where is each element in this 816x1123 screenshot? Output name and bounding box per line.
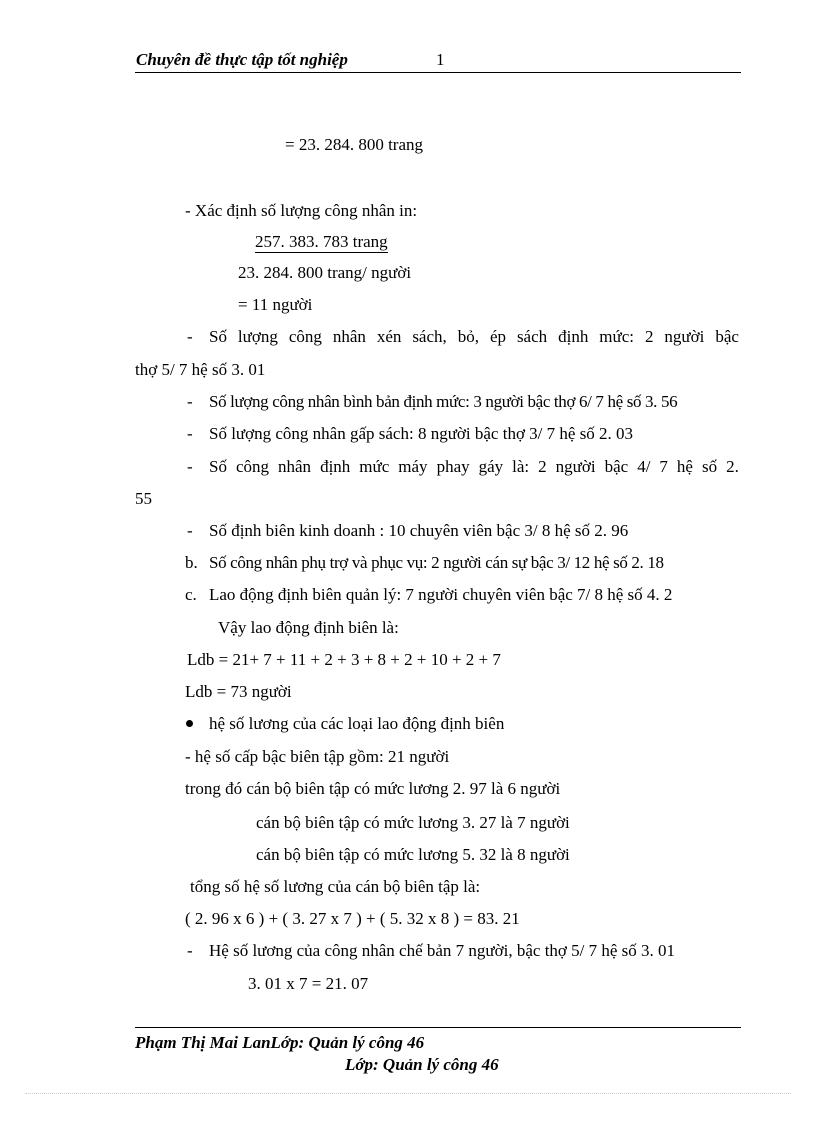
word: bỏ, (457, 327, 479, 346)
word: là: (512, 457, 530, 476)
spine-workers-line (209, 457, 739, 477)
fold-workers-line: Số lượng công nhân gấp sách: 8 người bậc thợ 3/ 7 hệ số 2. 03 (209, 424, 634, 443)
business-staff-line: Số định biên kinh doanh : 10 chuyên viên bậc 3/ 8 hệ số 2. 96 (209, 521, 629, 540)
dash-marker: - (187, 392, 193, 411)
word: nhân (332, 327, 366, 346)
spine-workers-continuation: 55 (135, 489, 152, 508)
fraction-denominator: 23. 284. 800 trang/ người (238, 263, 412, 282)
word: 4/ (637, 457, 651, 476)
page-header (135, 50, 741, 73)
word: mức (359, 457, 390, 476)
word: 2. (726, 457, 739, 476)
bullet-icon (186, 720, 193, 727)
dash-marker: - (187, 941, 193, 960)
footer-divider (135, 1027, 741, 1028)
fraction-numerator-text: 257. 383. 783 trang (255, 232, 388, 251)
editor-total-formula: ( 2. 96 x 6 ) + ( 3. 27 x 7 ) + ( 5. 32 x 8 ) = 83. 21 (185, 909, 520, 928)
word: sách (516, 327, 548, 346)
word: số (701, 457, 718, 476)
editor-count-line: - hệ số cấp bậc biên tập gồm: 21 người (185, 747, 450, 766)
footer-class: Lớp: Quản lý công 46 (345, 1055, 499, 1074)
word: hệ (676, 457, 693, 476)
word: công (235, 457, 270, 476)
binding-workers-continuation: thợ 5/ 7 hệ số 3. 01 (135, 360, 266, 379)
page-number: 1 (436, 50, 445, 69)
plate-salary-calc: 3. 01 x 7 = 21. 07 (248, 974, 369, 993)
word: sách, (412, 327, 447, 346)
word: người (664, 327, 705, 346)
word: người (555, 457, 596, 476)
summary-intro: Vậy lao động định biên là: (218, 618, 399, 637)
workers-heading: - Xác định số lượng công nhân in: (185, 201, 418, 220)
word: 7 (659, 457, 668, 476)
word: phay (436, 457, 470, 476)
word: định (320, 457, 351, 476)
ldb-formula: Ldb = 21+ 7 + 11 + 2 + 3 + 8 + 2 + 10 + 2 + 7 (187, 650, 501, 669)
word: bậc (715, 327, 739, 346)
word: 2 (644, 327, 654, 346)
ldb-result: Ldb = 73 người (185, 682, 292, 701)
footer-author: Phạm Thị Mai LanLớp: Quản lý công 46 (135, 1033, 425, 1052)
plate-salary-line: Hệ số lương của công nhân chế bản 7 người, bậc thợ 5/ 7 hệ số 3. 01 (209, 941, 676, 960)
dash-marker: - (187, 327, 193, 346)
word: ép (489, 327, 506, 346)
management-staff-line: Lao động định biên quản lý: 7 người chuyên viên bậc 7/ 8 hệ số 4. 2 (209, 585, 673, 604)
total-pages-line: = 23. 284. 800 trang (285, 135, 424, 154)
editor-total-intro: tổng số hệ số lương của cán bộ biên tập là: (190, 877, 481, 896)
word: Số (209, 457, 227, 476)
word: máy (398, 457, 428, 476)
fraction-result: = 11 người (238, 295, 313, 314)
word: Số (209, 327, 227, 346)
word: công (288, 327, 322, 346)
plate-workers-line: Số lượng công nhân bình bản định mức: 3 người bậc thợ 6/ 7 hệ số 3. 56 (209, 392, 678, 411)
word: 2 (538, 457, 547, 476)
page-bottom-border (25, 1093, 791, 1094)
word: xén (376, 327, 402, 346)
editor-salary-line-1: trong đó cán bộ biên tập có mức lương 2. 97 là 6 người (185, 779, 561, 798)
word: gáy (478, 457, 504, 476)
word: bậc (604, 457, 629, 476)
editor-salary-line-3: cán bộ biên tập có mức lương 5. 32 là 8 người (256, 845, 570, 864)
binding-workers-line (209, 327, 739, 347)
dash-marker: - (187, 424, 193, 443)
list-label-c: c. (185, 585, 197, 604)
support-workers-line: Số công nhân phụ trợ và phục vụ: 2 người cán sự bậc 3/ 12 hệ số 2. 18 (209, 553, 664, 572)
fraction-numerator (255, 232, 388, 252)
word: định (558, 327, 589, 346)
dash-marker: - (187, 521, 193, 540)
word: mức: (599, 327, 635, 346)
editor-salary-line-2: cán bộ biên tập có mức lương 3. 27 là 7 người (256, 813, 570, 832)
document-title: Chuyên đề thực tập tốt nghiệp (136, 50, 348, 69)
dash-marker: - (187, 457, 193, 476)
list-label-b: b. (185, 553, 198, 572)
word: nhân (278, 457, 312, 476)
salary-heading: hệ số lương của các loại lao động định biên (209, 714, 505, 733)
word: lượng (237, 327, 278, 346)
